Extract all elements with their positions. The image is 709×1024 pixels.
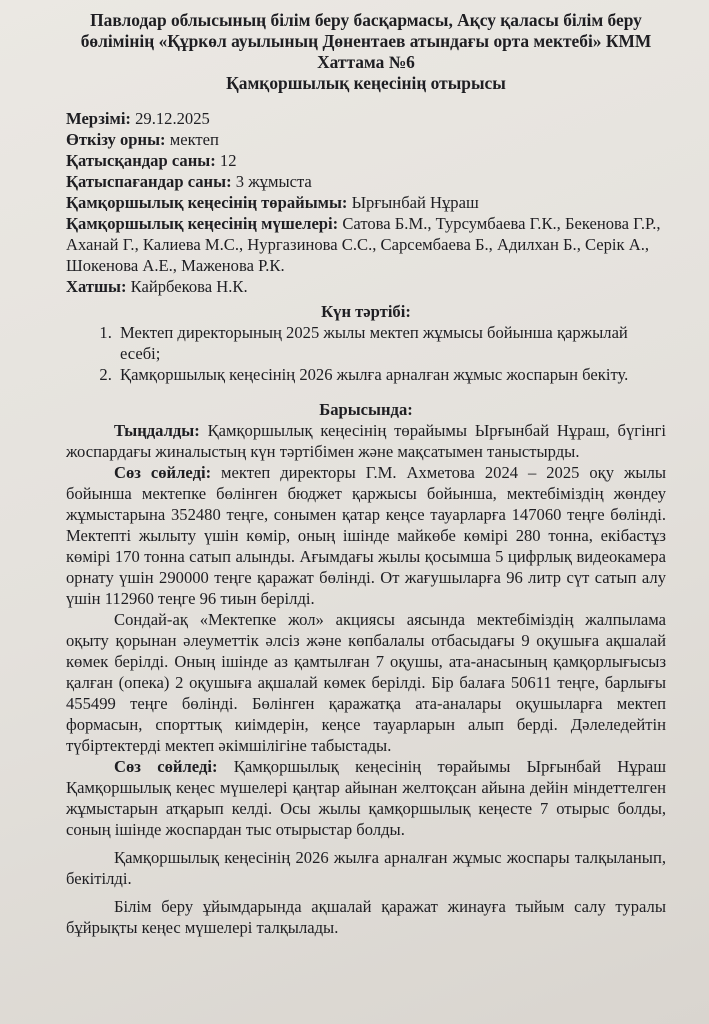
- paragraph-text: Қамқоршылық кеңесінің 2026 жылға арналған жұмыс жоспары талқыланып, бекітілді.: [66, 848, 666, 888]
- detail-field: [66, 213, 666, 276]
- paragraph: [66, 896, 666, 938]
- protocol-number: Хаттама №6: [317, 52, 415, 72]
- document-page: [66, 10, 666, 938]
- field-value: 29.12.2025: [130, 109, 210, 128]
- field-value: Ырғынбай Нұраш: [347, 193, 479, 212]
- detail-field: [66, 129, 666, 150]
- paragraph-text: Қамқоршылық кеңесінің төрайымы Ырғынбай Нұраш Қамқоршылық кеңес мүшелері қаңтар айынан желтоқсан айына дейін міндеттелген жұмыстарын атқарып келді. Осы жылы қамқоршылық кеңесте 7 отырыс болды, соның ішінде жоспардан тыс отырыстар болды.: [66, 757, 666, 839]
- detail-field: [66, 192, 666, 213]
- organization-header: Павлодар облысының білім беру басқармасы, Ақсу қаласы білім беру бөлімінің «Құркөл ауылының Дөнентаев атындағы орта мектебі» КММ: [80, 10, 652, 51]
- paragraph-text: Білім беру ұйымдарында ақшалай қаражат жинауға тыйым салу туралы бұйрықты кеңес мүшелері талқылады.: [66, 897, 666, 937]
- field-value: 12: [215, 151, 237, 170]
- detail-field: [66, 276, 666, 297]
- agenda-list: [66, 322, 666, 385]
- field-value: 3 жұмыста: [231, 172, 312, 191]
- meeting-title: Қамқоршылық кеңесінің отырысы: [226, 73, 506, 93]
- paragraph: [66, 420, 666, 462]
- paragraph-lead: Сөз сөйледі:: [114, 463, 212, 482]
- paragraph: [66, 462, 666, 609]
- paragraph: [66, 609, 666, 756]
- proceedings-title: Барысында:: [319, 400, 413, 419]
- detail-field: [66, 108, 666, 129]
- field-label: Қамқоршылық кеңесінің төрайымы:: [66, 193, 348, 212]
- field-label: Қатыспағандар саны:: [66, 172, 232, 191]
- paragraph: [66, 756, 666, 840]
- meeting-details: [66, 108, 666, 297]
- field-label: Хатшы:: [66, 277, 127, 296]
- agenda-item: 2. Қамқоршылық кеңесінің 2026 жылға арналған жұмыс жоспарын бекіту.: [116, 364, 666, 385]
- paragraph: [66, 847, 666, 889]
- paragraph-text: Қамқоршылық кеңесінің төрайымы Ырғынбай Нұраш, бүгінгі жоспардағы жиналыстың күн тәртібімен және мақсатымен таныстырды.: [66, 421, 666, 461]
- field-label: Мерзімі:: [66, 109, 131, 128]
- field-value: Сатова Б.М., Турсумбаева Г.К., Бекенова Г.Р., Аханай Г., Калиева М.С., Нургазинова С.С., Сарсембаева Б., Адилхан Б., Серік А., Шокенова А.Е., Маженова Р.К.: [66, 214, 661, 275]
- detail-field: [66, 150, 666, 171]
- paragraph-lead: Сөз сөйледі:: [114, 757, 218, 776]
- field-value: Кайрбекова Н.К.: [126, 277, 248, 296]
- paragraph-text: мектеп директоры Г.М. Ахметова 2024 – 2025 оқу жылы бойынша мектепке бөлінген бюджет қаржысы бойынша, мектебіміздің жөндеу жұмыстарына 352480 теңге, сонымен қатар кеңсе тауарларға 147060 теңге бөлінді. Мектепті жылыту үшін көмір, оның ішінде майкөбе көмірі 280 тонна, екібастұз көмірі 170 тонна сатып алынды. Ағымдағы жылы қосымша 5 цифрлық видеокамера орнату үшін 290000 теңге қаражат бөлінді. От жағушыларға 96 литр сүт сатып алу үшін 112960 теңге 96 тиын берілді.: [66, 463, 666, 608]
- paragraph-text: Сондай-ақ «Мектепке жол» акциясы аясында мектебіміздің жалпылама оқыту қорынан әлеуметтік әлсіз және көпбалалы отбасыдағы 9 оқушыға ақшалай көмек берілді. Оның ішінде аз қамтылған 7 оқушы, ата-анасының қамқорлығысыз қалған (опека) 2 оқушыға ақшалай көмек берілді. Бір балаға 50611 теңге, барлығы 455499 теңге бөлінді. Бөлінген қаражатқа ата-аналары оқушыларға мектеп формасын, спорттық киімдерін, кеңсе тауарларын алып берді. Дәлеледейтін түбіртектерді мектеп әкімшілігіне табыстады.: [66, 610, 666, 755]
- field-value: мектеп: [165, 130, 219, 149]
- proceedings-body: [66, 420, 666, 938]
- field-label: Қатысқандар саны:: [66, 151, 216, 170]
- agenda-item: 1. Мектеп директорының 2025 жылы мектеп жұмысы бойынша қаржылай есебі;: [116, 322, 666, 364]
- agenda-title: Күн тәртібі:: [321, 302, 411, 321]
- field-label: Өткізу орны:: [66, 130, 166, 149]
- paragraph-lead: Тыңдалды:: [114, 421, 200, 440]
- detail-field: [66, 171, 666, 192]
- field-label: Қамқоршылық кеңесінің мүшелері:: [66, 214, 339, 233]
